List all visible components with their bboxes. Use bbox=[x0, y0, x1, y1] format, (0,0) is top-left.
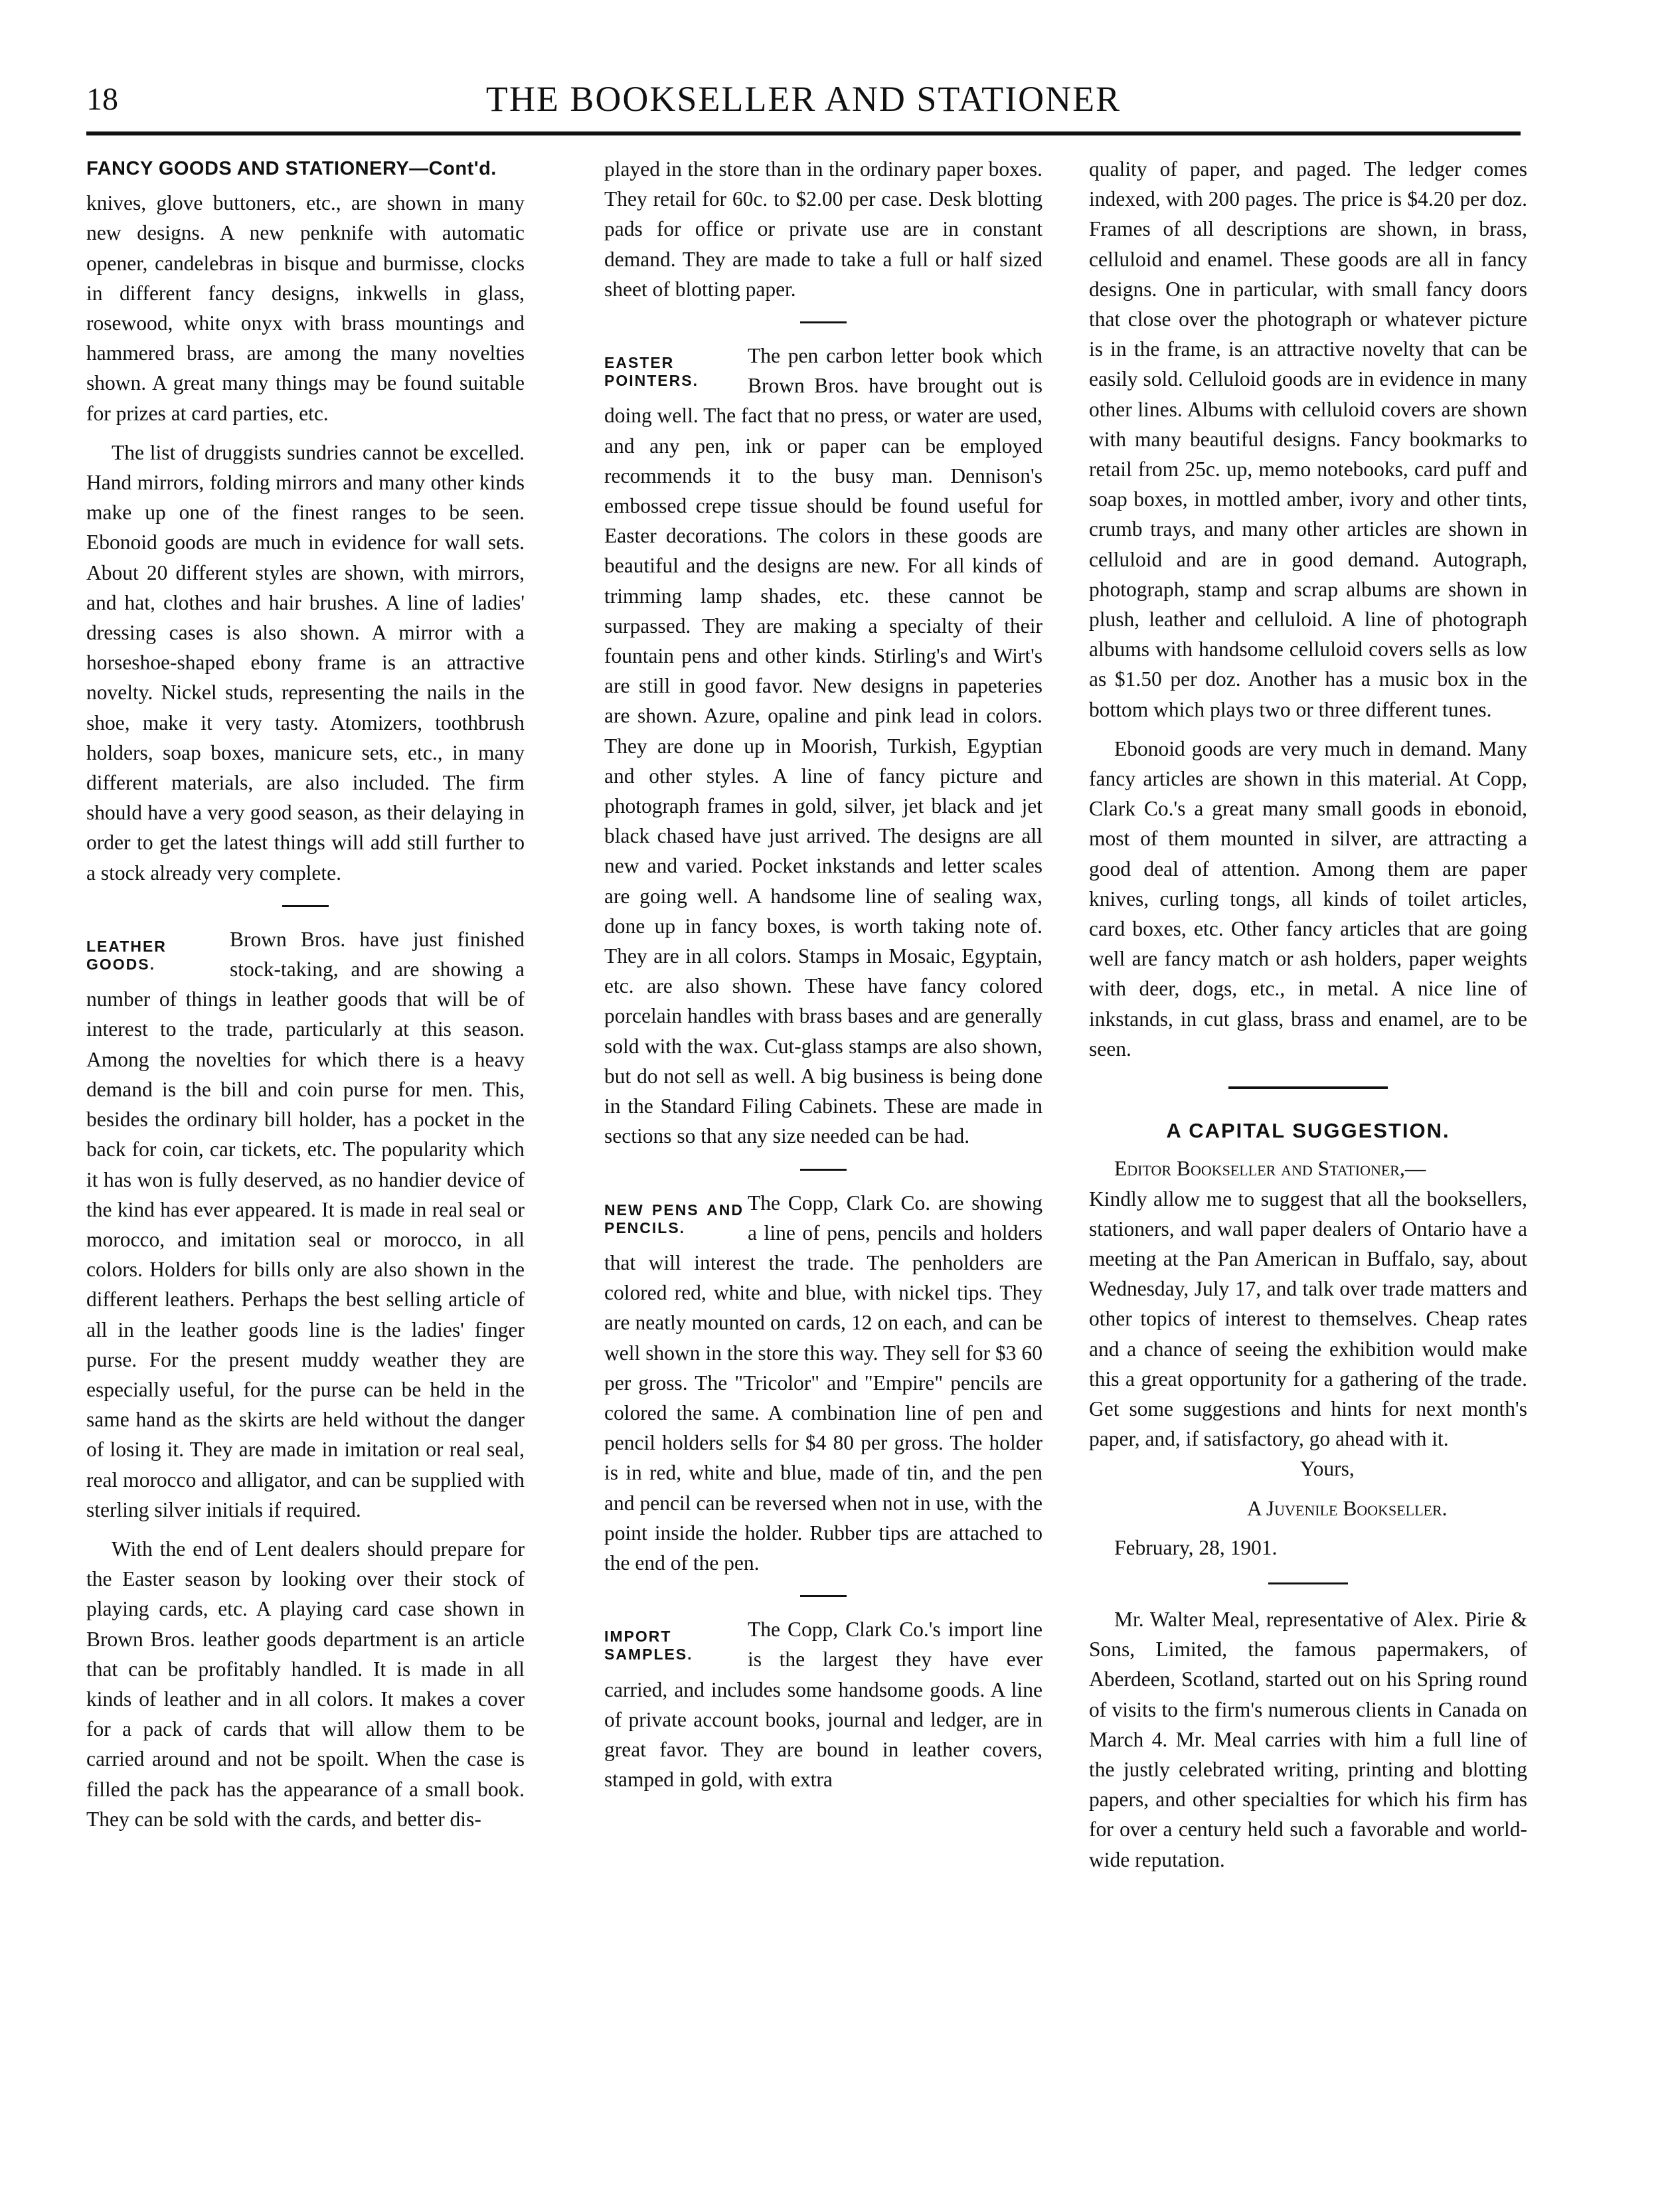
import-samples-section bbox=[604, 1614, 1042, 1794]
paragraph: knives, glove buttoners, etc., are shown in many new designs. A new penknife with automatic opener, candelebras in bisque and burmisse, clocks in different fancy designs, inkwells in glass, rosewood, white onyx with brass mountings and hammered brass, are among the many novelties shown. A great many things may be found suitable for prizes at card parties, etc. bbox=[86, 191, 525, 425]
paragraph: Mr. Walter Meal, representative of Alex. Pirie & Sons, Limited, the famous papermakers, of Aberdeen, Scotland, started out on his Spring round of visits to the firm's numerous clients in Canada on March 4. Mr. Meal carries with him a full line of the justly celebrated writing, printing and blotting papers, and other specialties for which his firm has for over a century held such a favorable and world-wide reputation. bbox=[1089, 1607, 1527, 1871]
letter-signature: A Juvenile Bookseller. bbox=[1247, 1496, 1448, 1520]
section-divider bbox=[800, 1169, 847, 1171]
paragraph: The pen carbon letter book which Brown Bros. have brought out is doing well. The fact that no press, or water are used, and any pen, ink or paper can be employed recommends it to the busy man. Dennison's embossed crepe tissue should be found useful for Easter decorations. The colors in these goods are beautiful and the designs are new. For all kinds of trimming lamp shades, etc. these cannot be surpassed. They are making a specialty of their fountain pens and other kinds. Stirling's and Wirt's are still in good favor. New designs in papeteries are shown. Azure, opaline and pink lead in colors. They are done up in Moorish, Turkish, Egyptian and other styles. A line of fancy picture and photograph frames in gold, silver, jet black and jet black chased have just arrived. The designs are all new and varied. Pocket inkstands and letter scales are going well. A handsome line of sealing wax, done up in fancy boxes, is worth taking note of. They are in all colors. Stamps in Mosaic, Egyptain, etc. are also shown. These have fancy colored porcelain handles with brass bases and are generally sold with the wax. Cut-glass stamps are also shown, but do not sell as well. A big business is being done in the Standard Filing Cabinets. These are made in sections so that any size needed can be had. bbox=[604, 344, 1042, 1148]
paragraph: Brown Bros. have just finished stock-taking, and are showing a number of things in leather goods that will be of interest to the trade, particularly at this season. Among the novelties for which there is a heavy demand is the bill and coin purse for men. This, besides the ordinary bill holder, has a pocket in the back for coin, car tickets, etc. The popularity which it has won is fully deserved, as no handier device of the kind has ever appeared. It is made in real seal or morocco, and imitation seal or morocco, in all colors. Holders for bills only are also shown in the different leathers. Perhaps the best selling article of all in the leather goods line is the ladies' finger purse. For the present muddy weather they are especially useful, for the purse can be held in the same hand as the skirts are held without the danger of losing it. They are made in imitation or real seal, real morocco and alligator, and can be supplied with sterling silver initials if required. bbox=[86, 927, 525, 1521]
easter-pointers-section bbox=[604, 341, 1042, 1151]
paragraph: Ebonoid goods are very much in demand. Many fancy articles are shown in this material. At Copp, Clark Co.'s a great many small goods in ebonoid, most of them mounted in silver, are attracting a good deal of attention. Among them are paper knives, curling tongs, all kinds of toilet articles, card boxes, etc. Other fancy articles that are going well are fancy match or ash holders, paper weights with deer, dogs, etc., in metal. A nice line of inkstands, in cut glass, brass and enamel, are to be seen. bbox=[1089, 736, 1527, 1061]
section-divider bbox=[800, 321, 847, 323]
paragraph: The Copp, Clark Co.'s import line is the largest they have ever carried, and includes some handsome goods. A line of private account books, journal and ledger, are in great favor. They are bound in leather covers, stamped in gold, with extra bbox=[604, 1618, 1042, 1792]
side-heading-import-samples: IMPORT SAMPLES. bbox=[604, 1628, 693, 1663]
suggestion-heading: A CAPITAL SUGGESTION. bbox=[1166, 1119, 1450, 1143]
header-rule bbox=[86, 131, 1521, 135]
column-left bbox=[86, 154, 525, 1843]
side-heading-new-pens: NEW PENS AND PENCILS. bbox=[604, 1201, 744, 1236]
continued-heading: FANCY GOODS AND STATIONERY—Cont'd. bbox=[86, 158, 497, 179]
page-header bbox=[86, 78, 1521, 131]
paragraph: The Copp, Clark Co. are showing a line of pens, pencils and holders that will interest the trade. The penholders are colored red, white and blue, with nickel tips. They are neatly mounted on cards, 12 on each, and can be well shown in the store this way. They sell for $3 60 per gross. The "Tricolor" and "Empire" pencils are colored the same. A combination line of pen and pencil holders sells for $4 80 per gross. The holder is in red, white and blue, made of tin, and the pen and pencil can be reversed when not in use, with the point inside the holder. Rubber tips are attached to the end of the pen. bbox=[604, 1191, 1042, 1574]
letter-salutation: Editor Bookseller and Stationer,— bbox=[1114, 1157, 1426, 1181]
column-right bbox=[1089, 154, 1527, 1884]
column-middle bbox=[604, 154, 1042, 1804]
letter-yours: Yours, bbox=[1300, 1457, 1355, 1481]
page-title: THE BOOKSELLER AND STATIONER bbox=[485, 79, 1122, 119]
new-pens-section bbox=[604, 1188, 1042, 1578]
leather-goods-section bbox=[86, 924, 525, 1525]
section-divider bbox=[800, 1595, 847, 1597]
section-divider bbox=[282, 905, 329, 907]
side-heading-easter-pointers: EASTER POINTERS. bbox=[604, 354, 699, 390]
letter-date: February, 28, 1901. bbox=[1114, 1535, 1278, 1559]
side-heading-leather-goods: LEATHER GOODS. bbox=[86, 937, 167, 973]
section-divider bbox=[1268, 1582, 1348, 1584]
paragraph: played in the store than in the ordinary paper boxes. They retail for 60c. to $2.00 per case. Desk blotting pads for office or private use are in constant demand. They are made to take a full or half sized sheet of blotting paper. bbox=[604, 157, 1042, 301]
letter-body: Kindly allow me to suggest that all the booksellers, stationers, and wall paper dealers of Ontario have a meeting at the Pan American in Buffalo, say, about Wednesday, July 17, and talk over trade matters and other topics of interest to themselves. Cheap rates and a chance of seeing the exhibition would make this a great opportunity for a gathering of the trade. Get some suggestions and hints for next month's paper, and, if satisfactory, go ahead with it. bbox=[1089, 1187, 1527, 1451]
paragraph: quality of paper, and paged. The ledger comes indexed, with 200 pages. The price is $4.20 per doz. Frames of all descriptions are shown, in brass, celluloid and enamel. These goods are all in fancy designs. One in particular, with small fancy doors that close over the photograph or whatever picture is in the frame, is an attractive novelty that can be easily sold. Celluloid goods are in evidence in many other lines. Albums with celluloid covers are shown with many beautiful designs. Fancy bookmarks to retail from 25c. up, memo notebooks, card puff and soap boxes, in mottled amber, ivory and other tints, crumb trays, and many other articles are shown in celluloid and are in good demand. Autograph, photograph, stamp and scrap albums are shown in plush, leather and celluloid. A line of photograph albums with handsome celluloid covers sells as low as $1.50 per doz. Another has a music box in the bottom which plays two or three different tunes. bbox=[1089, 157, 1527, 721]
paragraph: With the end of Lent dealers should prepare for the Easter season by looking over their stock of playing cards, etc. A playing card case shown in Brown Bros. leather goods department is an article that can be profitably handled. It is made in all kinds of leather and in all colors. It makes a cover for a pack of cards that will allow them to be carried around and not be spoilt. When the case is filled the pack has the appearance of a small book. They can be sold with the cards, and better dis- bbox=[86, 1537, 525, 1831]
page-number: 18 bbox=[86, 82, 118, 117]
section-divider bbox=[1228, 1086, 1388, 1089]
paragraph: The list of druggists sundries cannot be excelled. Hand mirrors, folding mirrors and many other kinds make up one of the finest ranges to be seen. Ebonoid goods are much in evidence for wall sets. About 20 different styles are shown, with mirrors, and hat, clothes and hair brushes. A line of ladies' dressing cases is also shown. A mirror with a horseshoe-shaped ebony frame is an attractive novelty. Nickel studs, representing the nails in the shoe, make it very tasty. Atomizers, toothbrush holders, soap boxes, manicure sets, etc., in many different materials, are also included. The firm should have a very good season, as their delaying in order to get the latest things will add still further to a stock already very complete. bbox=[86, 440, 525, 885]
